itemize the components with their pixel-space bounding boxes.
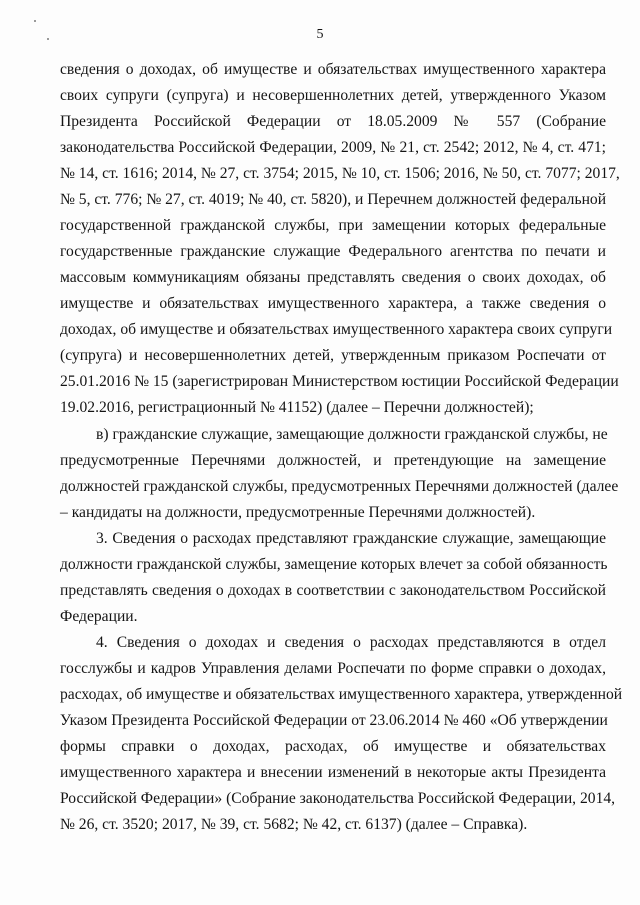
- text-line: законодательства Российской Федерации, 2009, № 21, ст. 2542; 2012, № 4, ст. 471;: [60, 139, 606, 156]
- text-line: сведения о доходах, об имуществе и обязательствах имущественного характера: [60, 61, 606, 78]
- text-line: доходах, об имуществе и обязательствах имущественного характера своих супруги: [60, 321, 613, 338]
- text-line: государственные гражданские служащие Федерального агентства по печати и: [60, 243, 606, 260]
- text-line: формы справки о доходах, расходах, об имуществе и обязательствах: [60, 738, 606, 755]
- text-line: имуществе и обязательствах имущественного характера, а также сведения о: [60, 295, 606, 312]
- page-number: 5: [316, 27, 324, 42]
- text-line: Президента Российской Федерации от 18.05.2009 № 557 (Собрание: [60, 113, 606, 130]
- text-line: Указом Президента Российской Федерации от 23.06.2014 № 460 «Об утверждении: [60, 712, 608, 729]
- text-line: должностей гражданской службы, предусмотренных Перечнями должностей (далее: [60, 478, 619, 495]
- text-line: 25.01.2016 № 15 (зарегистрирован Министерством юстиции Российской Федерации: [60, 373, 619, 390]
- text-line: № 5, ст. 776; № 27, ст. 4019; № 40, ст. 5820), и Перечнем должностей федеральной: [60, 191, 607, 208]
- text-line: № 14, ст. 1616; 2014, № 27, ст. 3754; 2015, № 10, ст. 1506; 2016, № 50, ст. 7077; 2017,: [60, 165, 620, 182]
- text-line: должности гражданской службы, замещение которых влечет за собой обязанность: [60, 556, 608, 573]
- text-line: в) гражданские служащие, замещающие должности гражданской службы, не: [96, 426, 608, 443]
- text-line: (супруга) и несовершеннолетних детей, утвержденным приказом Роспечати от: [60, 347, 606, 364]
- text-line: своих супруги (супруга) и несовершеннолетних детей, утвержденного Указом: [60, 87, 606, 104]
- text-line: государственной гражданской службы, при замещении которых федеральные: [60, 217, 606, 234]
- text-line: представлять сведения о доходах в соответствии с законодательством Российской: [60, 582, 606, 599]
- text-line: № 26, ст. 3520; 2017, № 39, ст. 5682; № 42, ст. 6137) (далее – Справка).: [60, 816, 528, 833]
- text-line: Российской Федерации» (Собрание законодательства Российской Федерации, 2014,: [60, 790, 616, 807]
- scan-speck: [34, 20, 36, 22]
- text-line: 19.02.2016, регистрационный № 41152) (далее – Перечни должностей);: [60, 399, 534, 416]
- text-line: Федерации.: [60, 608, 138, 625]
- text-line: предусмотренные Перечнями должностей, и претендующие на замещение: [60, 452, 606, 469]
- text-line: имущественного характера и внесении изменений в некоторые акты Президента: [60, 764, 606, 781]
- text-line: массовым коммуникациям обязаны представлять сведения о своих доходах, об: [60, 269, 606, 286]
- text-line: госслужбы и кадров Управления делами Роспечати по форме справки о доходах,: [60, 660, 606, 677]
- text-line: 3. Сведения о расходах представляют гражданские служащие, замещающие: [96, 530, 606, 547]
- text-line: – кандидаты на должности, предусмотренные Перечнями должностей).: [60, 504, 536, 521]
- text-line: расходах, об имуществе и обязательствах имущественного характера, утвержденной: [60, 686, 623, 703]
- text-line: 4. Сведения о доходах и сведения о расходах представляются в отдел: [96, 634, 606, 651]
